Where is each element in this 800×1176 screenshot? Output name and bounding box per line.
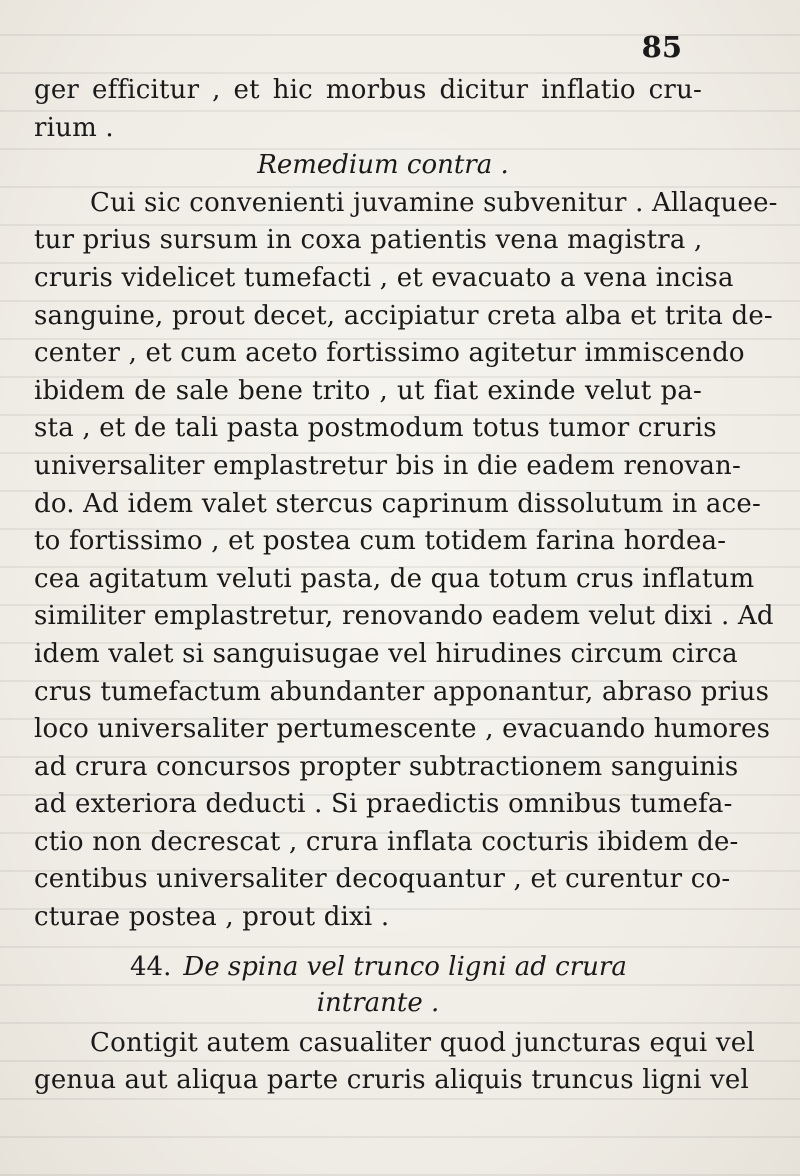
text-line: universaliter emplastretur bis in die eadem renovan- xyxy=(34,450,741,481)
text-line: tur prius sursum in coxa patientis vena magistra , xyxy=(34,225,703,256)
text-line: cea agitatum veluti pasta, de qua totum crus inflatum xyxy=(34,563,755,594)
text-line: ctio non decrescat , crura inflata cocturis ibidem de- xyxy=(34,826,739,857)
text-line: center , et cum aceto fortissimo agitetur immiscendo xyxy=(34,338,745,369)
paragraph-1 xyxy=(34,185,778,937)
text-line: cturae postea , prout dixi . xyxy=(34,902,390,933)
text-line: sanguine, prout decet, accipiatur creta alba et trita de- xyxy=(34,300,773,331)
text-line: ibidem de sale bene trito , ut fiat exinde velut pa- xyxy=(34,375,702,406)
text-line: rium . xyxy=(34,112,114,143)
text-line: Cui sic convenienti juvamine subvenitur . Allaquee- xyxy=(90,187,778,218)
remedium-heading: Remedium contra . xyxy=(257,150,509,181)
text-line: cruris videlicet tumefacti , et evacuato a vena incisa xyxy=(34,262,734,293)
section-number: 44. xyxy=(130,951,172,982)
section-title-line-2: intrante . xyxy=(316,987,440,1018)
text-line: genua aut aliqua parte cruris aliquis truncus ligni vel xyxy=(34,1065,750,1096)
text-line: ad crura concursos propter subtractionem sanguinis xyxy=(34,751,739,782)
text-line: similiter emplastretur, renovando eadem velut dixi . Ad xyxy=(34,601,774,632)
text-line: ad exteriora deducti . Si praedictis omnibus tumefa- xyxy=(34,789,733,820)
text-line: to fortissimo , et postea cum totidem farina hordea- xyxy=(34,526,727,557)
text-line: Contigit autem casualiter quod juncturas equi vel xyxy=(90,1027,755,1058)
page-text xyxy=(34,72,778,1100)
text-line: crus tumefactum abundanter apponantur, abraso prius xyxy=(34,676,770,707)
text-line: centibus universaliter decoquantur , et curentur co- xyxy=(34,864,731,895)
page-number: 85 xyxy=(641,30,682,64)
text-line: loco universaliter pertumescente , evacuando humores xyxy=(34,714,771,745)
section-title-line-1: De spina vel trunco ligni ad crura xyxy=(183,951,627,982)
text-line: do. Ad idem valet stercus caprinum dissolutum in ace- xyxy=(34,488,761,519)
section-44-title xyxy=(34,949,702,985)
text-line: sta , et de tali pasta postmodum totus tumor cruris xyxy=(34,413,717,444)
paragraph-2 xyxy=(34,1025,755,1100)
text-line: idem valet si sanguisugae vel hirudines circum circa xyxy=(34,638,738,669)
text-line: ger efficitur , et hic morbus dicitur inflatio cru- xyxy=(34,75,702,105)
